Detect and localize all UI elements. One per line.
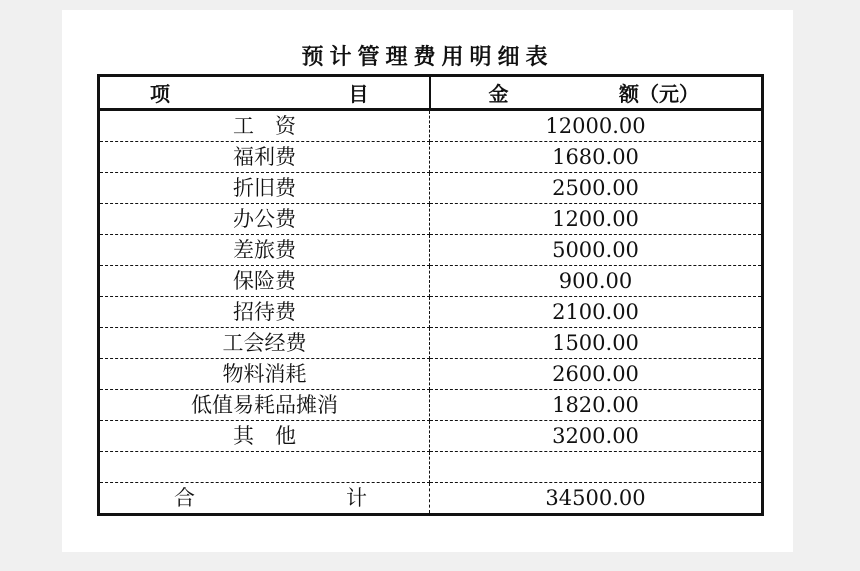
row-name: 保险费 — [99, 266, 430, 297]
row-name: 工 资 — [99, 110, 430, 142]
row-amount: 1680.00 — [430, 142, 763, 173]
table-row — [99, 235, 763, 266]
table-row — [99, 173, 763, 204]
row-amount: 1820.00 — [430, 390, 763, 421]
row-name: 办公费 — [99, 204, 430, 235]
header-amount-char-1: 金 — [488, 82, 509, 106]
row-name: 福利费 — [99, 142, 430, 173]
table-row — [99, 328, 763, 359]
table-row — [99, 142, 763, 173]
table-row — [99, 359, 763, 390]
table-row — [99, 266, 763, 297]
total-amount: 34500.00 — [545, 486, 646, 510]
header-item-char-2: 目 — [348, 82, 369, 106]
table-row — [99, 421, 763, 452]
row-amount: 900.00 — [430, 266, 763, 297]
row-amount: 2600.00 — [430, 359, 763, 390]
total-label-char-2: 计 — [346, 486, 367, 510]
table-row-empty — [99, 452, 763, 483]
expense-table — [97, 74, 764, 516]
row-amount: 1500.00 — [430, 328, 763, 359]
row-name: 物料消耗 — [99, 359, 430, 390]
row-amount: 2100.00 — [430, 297, 763, 328]
row-amount: 2500.00 — [430, 173, 763, 204]
row-name: 差旅费 — [99, 235, 430, 266]
row-amount — [430, 452, 763, 483]
total-label-char-1: 合 — [174, 486, 195, 510]
row-name — [99, 452, 430, 483]
row-name: 折旧费 — [99, 173, 430, 204]
row-name: 其 他 — [99, 421, 430, 452]
header-item — [99, 76, 430, 110]
table-row — [99, 110, 763, 142]
document-sheet — [62, 10, 793, 552]
header-amount — [430, 76, 763, 110]
row-name: 工会经费 — [99, 328, 430, 359]
row-amount: 1200.00 — [430, 204, 763, 235]
table-row — [99, 297, 763, 328]
header-amount-char-2: 额（元） — [619, 82, 699, 106]
row-amount: 5000.00 — [430, 235, 763, 266]
total-label — [99, 483, 430, 515]
row-amount: 3200.00 — [430, 421, 763, 452]
table-row — [99, 204, 763, 235]
row-name: 低值易耗品摊消 — [99, 390, 430, 421]
row-name: 招待费 — [99, 297, 430, 328]
table-title: 预计管理费用明细表 — [301, 45, 554, 70]
total-row — [99, 483, 763, 515]
row-amount: 12000.00 — [430, 110, 763, 142]
table-row — [99, 390, 763, 421]
header-row — [99, 76, 763, 110]
header-item-char-1: 项 — [150, 82, 170, 106]
